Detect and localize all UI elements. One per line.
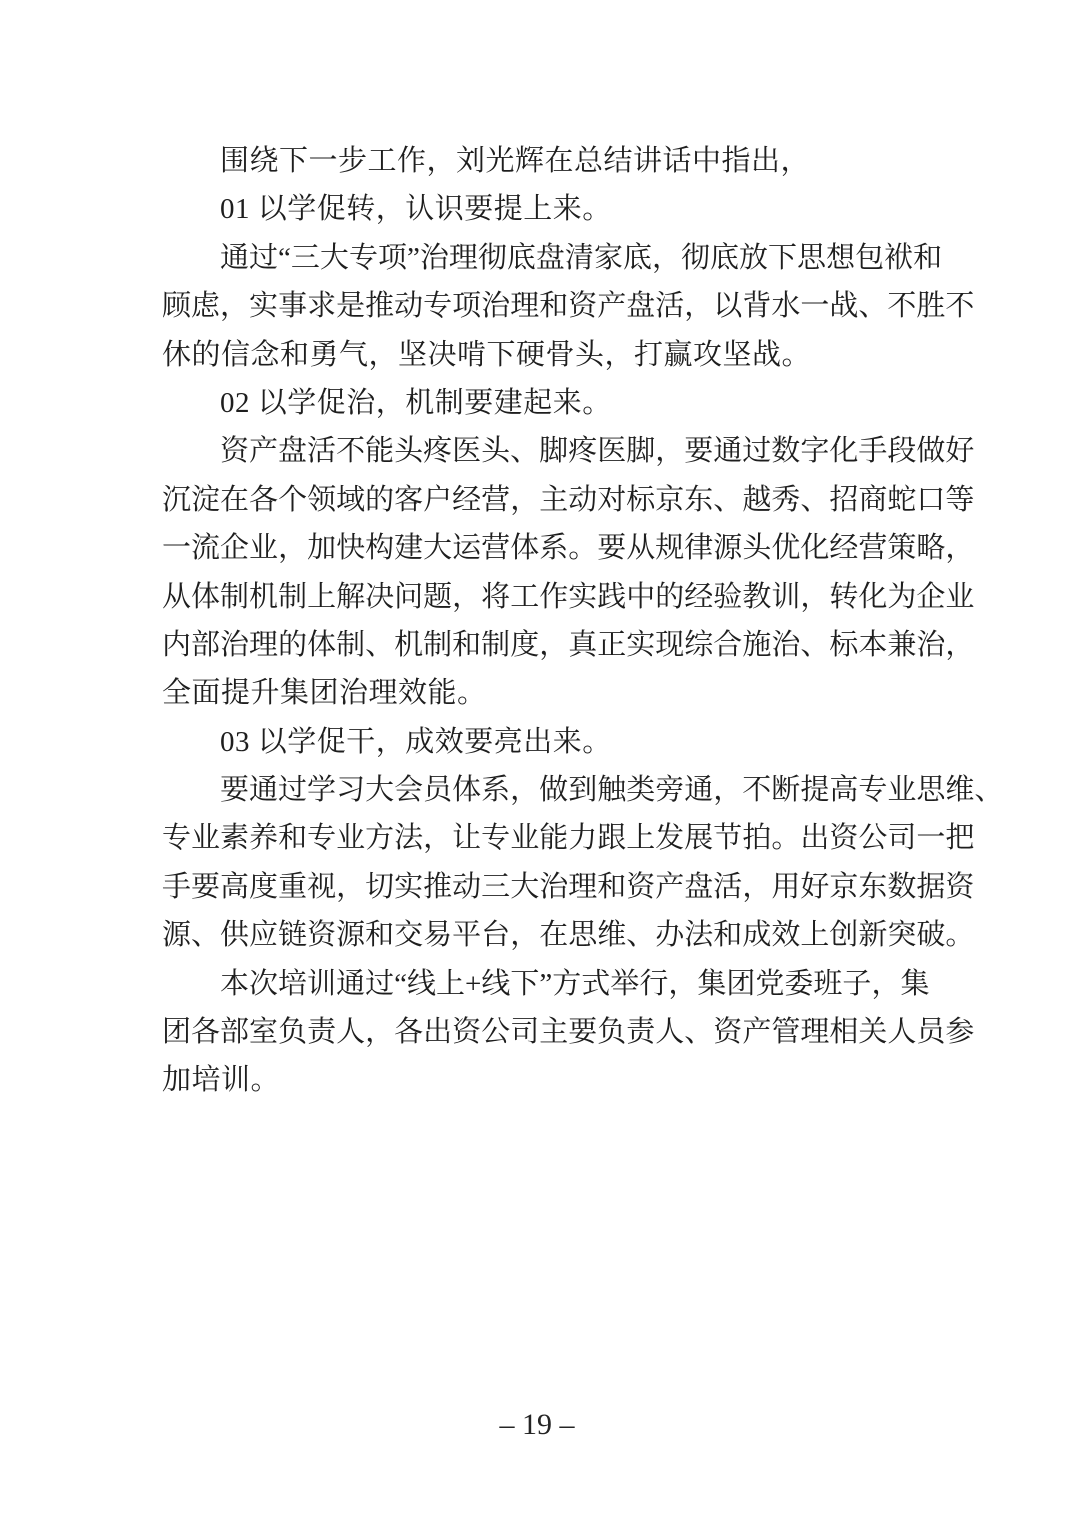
text-line: 通 过 “ 三 大 专 项 ” 治 理 彻 底 盘 清 家 底 ， 彻 底 放 下 思 想 包 袱 和 — [220, 241, 943, 274]
text-line: 加培训。 — [162, 1064, 281, 1097]
text-line: 沉 淀 在 各 个 领 域 的 客 户 经 营 ， 主 动 对 标 京 东 、 越 秀 、 招 商 蛇 口 等 — [162, 483, 975, 516]
text-line: 02 以学促治，机制要建起来。 — [220, 386, 612, 419]
text-line: 03 以学促干，成效要亮出来。 — [220, 725, 612, 758]
text-line: 要 通 过 学 习 大 会 员 体 系 ， 做 到 触 类 旁 通 ， 不 断 提 高 专 业 思 维 、 — [220, 774, 1004, 807]
text-line: 手 要 高 度 重 视 ， 切 实 推 动 三 大 治 理 和 资 产 盘 活 ， 用 好 京 东 数 据 资 — [162, 870, 975, 903]
text-line: 一 流 企 业 ， 加 快 构 建 大 运 营 体 系 。 要 从 规 律 源 头 优 化 经 营 策 略 ， — [162, 532, 975, 565]
text-line: 源 、 供 应 链 资 源 和 交 易 平 台 ， 在 思 维 、 办 法 和 成 效 上 创 新 突 破 。 — [162, 919, 975, 952]
text-line: 01 以学促转，认识要提上来。 — [220, 193, 612, 226]
text-line: 本 次 培 训 通 过 “ 线 上 + 线 下 ” 方 式 举 行 ， 集 团 党 委 班 子 ， 集 — [220, 967, 930, 1000]
text-line: 专 业 素 养 和 专 业 方 法 ， 让 专 业 能 力 跟 上 发 展 节 拍 。 出 资 公 司 一 把 — [162, 822, 975, 855]
text-line: 全面提升集团治理效能。 — [162, 677, 487, 710]
text-line: 围绕下一步工作，刘光辉在总结讲话中指出， — [220, 145, 811, 177]
text-line: 内 部 治 理 的 体 制 、 机 制 和 制 度 ， 真 正 实 现 综 合 施 治 、 标 本 兼 治 ， — [162, 628, 975, 661]
text-line: 休的信念和勇气，坚决啃下硬骨头，打赢攻坚战。 — [162, 338, 812, 371]
text-line: 从 体 制 机 制 上 解 决 问 题 ， 将 工 作 实 践 中 的 经 验 教 训 ， 转 化 为 企 业 — [162, 580, 975, 613]
document-body — [162, 137, 1004, 1105]
page-number: – 19 – — [499, 1408, 575, 1441]
text-line: 团 各 部 室 负 责 人 ， 各 出 资 公 司 主 要 负 责 人 、 资 产 管 理 相 关 人 员 参 — [162, 1016, 975, 1049]
text-line: 顾 虑 ， 实 事 求 是 推 动 专 项 治 理 和 资 产 盘 活 ， 以 背 水 一 战 、 不 胜 不 — [162, 290, 975, 323]
text-line: 资 产 盘 活 不 能 头 疼 医 头 、 脚 疼 医 脚 ， 要 通 过 数 字 化 手 段 做 好 — [220, 435, 975, 468]
